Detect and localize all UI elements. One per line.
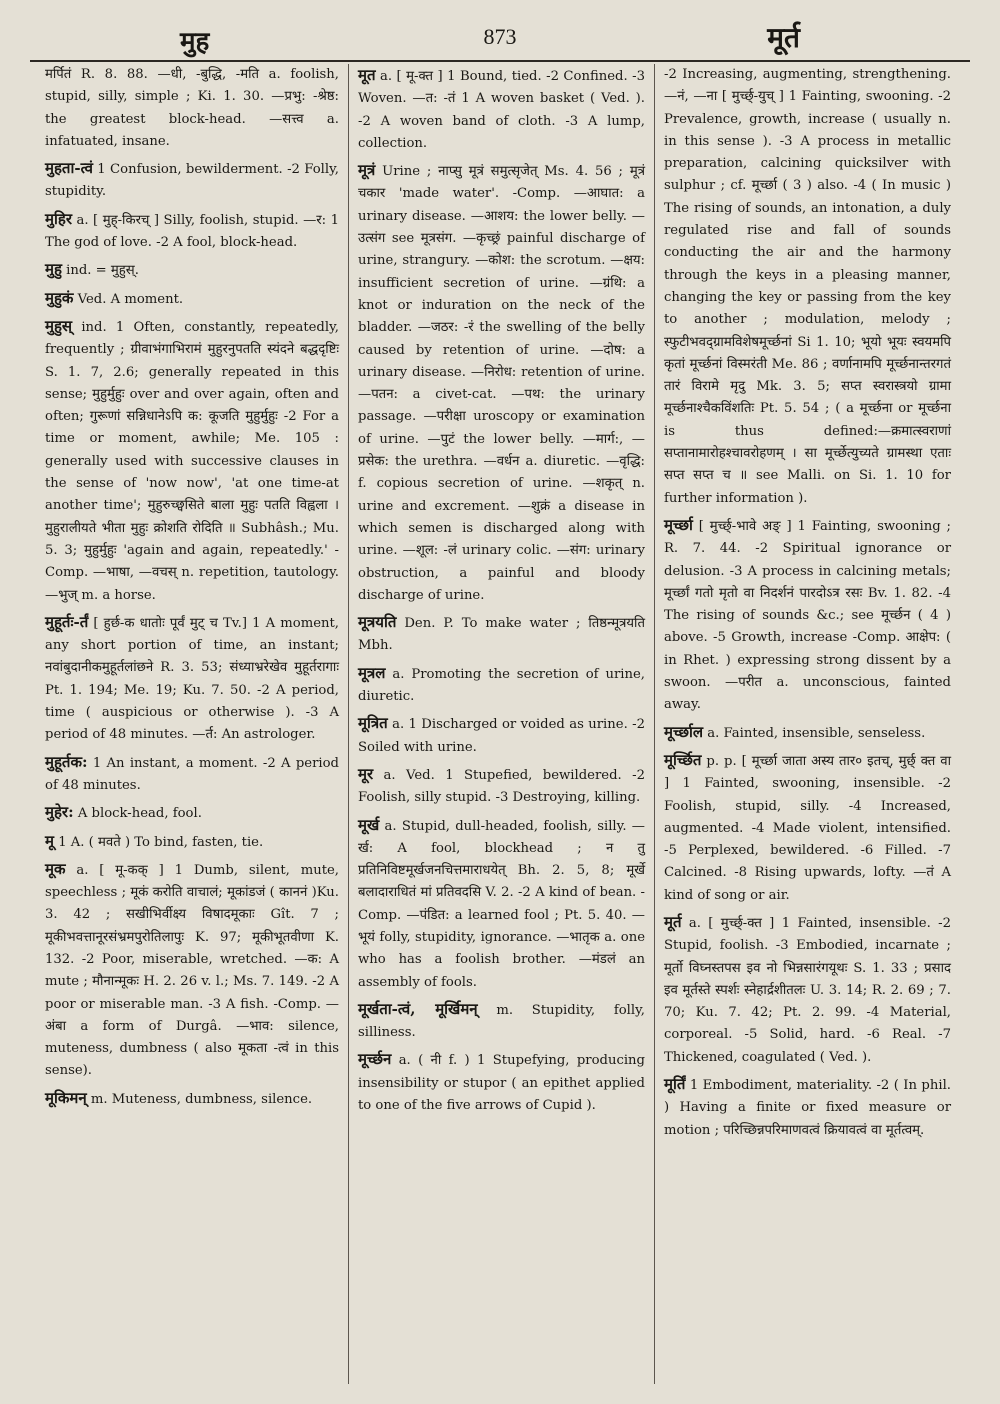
entry-headword: मूर्ख [358,815,380,834]
dictionary-entry [45,801,339,825]
entry-definition: a. ( नी f. ) 1 Stupefying, producing insensibility or stupor ( an epithet applied to one of the five arrows of Cupid ). [358,1053,645,1114]
entry-headword: मूर्च्छित [664,750,702,769]
entry-definition: a. [ मुह्-किरच् ] Silly, foolish, stupid. —र: 1 The god of love. -2 A fool, block-head. [45,212,339,251]
entry-headword: मूर्त [664,912,682,931]
dictionary-entry [664,749,951,907]
dictionary-entry [45,157,339,204]
entry-definition: m. Stupidity, folly, silliness. [358,1002,645,1041]
entry-headword: मुहु [45,260,62,279]
dictionary-entry [358,159,645,607]
dictionary-entry [45,1087,339,1111]
entry-definition: m. Muteness, dumbness, silence. [90,1091,313,1107]
entry-headword: मूर्च्छन [358,1050,392,1069]
entry-headword: मूत्रल [358,663,386,682]
entry-definition: ind. = मुहुस्. [66,263,139,279]
dictionary-entry [358,1048,645,1117]
entry-definition: a. Stupid, dull-headed, foolish, silly. —र्ख: A fool, blockhead ; न तु प्रतिनिविष्टमूर्खजनचित्तमाराधयेत् Bh. 2. 5, 8; मूर्खे बलादाराधितं मां प्रतिवदसि V. 2. -2 A kind of bean. -Comp. —पंडित: a learned fool ; Pt. 5. 40. —भूयं folly, stupidity, ignorance. —भातृक a. one who has a foolish brother. —मंडलं an assembly of fools. [358,818,645,990]
dictionary-entry [358,662,645,709]
entry-headword: मुहूर्तः-र्तं [45,612,89,631]
entry-headword: मूत्रित [358,714,388,733]
dictionary-entry [45,830,339,854]
entry-definition: -2 Increasing, augmenting, strengthening. —नं, —ना [ मुर्च्छ्-युच् ] 1 Fainting, swooning. -2 Prevalence, growth, increase ( usually n. in this sense ). -3 A process in metallic preparation, calcining quicksilver with sulphur ; cf. मूर्च्छा ( 3 ) also. -4 ( In music ) The rising of sounds, an intonation, a duly regulated rise and fall of sounds conducting the air and the harmony through the keys in a pleasing manner, changing the key or passing from the key to another ; modulation, melody ; स्फुटीभवद्ग्रामविशेषमूर्च्छनां Si 1. 10; भूयो भूयः स्वयमपि कृतां मूर्च्छनां विस्मरंती Me. 86 ; वर्णानामपि मूर्च्छनान्तरगतं तारं विरामे मृदु Mk. 3. 5; सप्त स्वरास्त्रयो ग्रामा मूर्च्छनाश्चैकविंशतिः Pt. 5. 54 ; ( a मूर्च्छना or मूर्च्छना is thus defined:—क्रमात्स्वराणां सप्तानामारोहश्चावरोहणम् । सा मूर्च्छेत्युच्यते ग्रामस्था एताः सप्त सप्त च ॥ see Malli. on Si. 1. 10 for further information ). [664,67,951,506]
dictionary-entry [45,751,339,798]
page-number: 873 [483,24,517,49]
dictionary-entry [45,315,339,607]
entry-headword: मुहुस् [45,316,73,335]
entry-definition: [ मुर्च्छ्-भावे अङ् ] 1 Fainting, swooning ; R. 7. 44. -2 Spiritual ignorance or delusion. -3 A process in calcining metals; मूर्च्छां गतो मृतो वा निदर्शनं पारदोऽत्र रसः Bv. 1. 82. -4 The rising of sounds &c.; see मूर्च्छन ( 4 ) above. -5 Growth, increase -Comp. आक्षेप: ( in Rhet. ) expressing strong dissent by a swoon. —परीत a. unconscious, fainted away. [664,518,951,713]
entry-definition: ind. 1 Often, constantly, repeatedly, frequently ; ग्रीवाभंगाभिरामं मुहुरनुपतति स्यंदने बद्धदृष्टिः S. 1. 7, 2.6; generally repeated in this sense; मुहुर्मुहुः over and over again, often and often; गुरूणां सन्निधानेऽपि क: कूजति मुहुर्मुहुः -2 For a time or moment, awhile; Me. 105 : generally used with successive clauses in the sense of 'now now', 'at one time-at another time'; मुहुरुच्छ्वसिते बाला मुहुः पतति विह्वला । मुहुरालीयते भीता मुहुः क्रोशति रोदिति ॥ Subhâsh.; Mu. 5. 3; मुहुर्मुहुः 'again and again, repeatedly.' -Comp. —भाषा, —वचस् n. repetition, tautology. —भुज् m. a horse. [45,319,339,603]
dictionary-entry [358,611,645,658]
entry-definition: 1 An instant, a moment. -2 A period of 48 minutes. [45,755,339,793]
entry-definition: a. [ मू-कक् ] 1 Dumb, silent, mute, speechless ; मूकं करोति वाचालं; मूकांडजं ( काननं )Ku. 3. 42 ; सखीभिर्वीक्ष्य विषादमूकाः Gît. 7 ; मूकीभवत्तानूरसंभ्रमपुरोतिलापुः K. 97; मूकीभूतवीणा K. 132. -2 Poor, miserable, wretched. —क: A mute ; मौनान्मूकः H. 2. 26 v. l.; Ms. 7. 149. -2 A poor or miserable man. -3 A fish. -Comp. —अंबा a form of Durgâ. —भाव: silence, muteness, dumbness ( also मूकता -त्वं in this sense). [45,862,339,1079]
column-2 [348,64,648,1384]
dictionary-entry [45,64,339,153]
dictionary-entry [664,721,951,745]
entry-definition: a. Promoting the secretion of urine, diuretic. [358,666,645,705]
column-1 [42,64,342,1384]
entry-headword: मुहेर: [45,803,74,822]
column-3 [654,64,954,1384]
dictionary-entry [358,64,645,155]
entry-definition: a. [ मू-क्त ] 1 Bound, tied. -2 Confined. -3 Woven. —त: -तं 1 A woven basket ( Ved. ). -2 A woven band of cloth. -3 A lump, collection. [358,69,645,151]
dictionary-entry [358,998,645,1045]
entry-headword: मूत्रं [358,161,376,180]
entry-headword: मुहता-त्वं [45,159,93,178]
entry-definition: p. p. [ मूर्च्छा जाता अस्य तार० इतच्, मुर्छ् क्त वा ] 1 Fainted, swooning, insensible. -2 Foolish, stupid, silly. -4 Increased, augmented. -4 Made violent, intensified. -5 Perplexed, bewildered. -6 Filled. -7 Calcined. -8 Rising upwards, lofty. —तं A kind of song or air. [664,753,951,903]
entry-definition: a. Ved. 1 Stupefied, bewildered. -2 Foolish, silly stupid. -3 Destroying, killing. [358,767,645,806]
page-header [30,14,970,62]
entry-definition: A block-head, fool. [77,806,202,822]
entry-headword: मूक [45,859,66,878]
text-columns [42,64,970,1384]
entry-headword: मूत्रयति [358,613,397,632]
entry-headword: मुहिर [45,209,72,228]
dictionary-entry [664,514,951,717]
entry-definition: Ved. A moment. [77,291,184,307]
dictionary-entry [358,763,645,810]
dictionary-entry [45,287,339,311]
entry-headword: मू [45,831,54,850]
entry-definition: 1 A. ( मवते ) To bind, fasten, tie. [58,834,264,850]
dictionary-entry [664,1073,951,1142]
dictionary-entry [664,64,951,510]
entry-definition: Urine ; नाप्सु मूत्रं समुत्सृजेत् Ms. 4. 56 ; मूत्रं चकार 'made water'. -Comp. —आघात: a urinary disease. —आशय: the lower belly. —उत्संग see मूत्रसंग. —कृच्छ्रं painful discharge of urine, strangury. —कोश: the scrotum. —क्षय: insufficient secretion of urine. —ग्रंथि: a knot or induration on the neck of the bladder. —जठर: -रं the swelling of the belly caused by retention of urine. —दोष: a urinary disease. —निरोध: retention of urine. —पतन: a civet-cat. —पथ: the urinary passage. —परीक्षा uroscopy or examination of urine. —पुटं the lower belly. —मार्ग:, —प्रसेक: the urethra. —वर्धन a. diuretic. —वृद्धि: f. copious secretion of urine. —शकृत् n. urine and excrement. —शुक्रं a disease in which semen is discharged along with urine. —शूल: -लं urinary colic. —संग: urinary obstruction, a painful and bloody discharge of urine. [358,164,645,603]
entry-definition: 1 Embodiment, materiality. -2 ( In phil. ) Having a finite or fixed measure or motion ; परिच्छिन्नपरिमाणवत्वं क्रियावत्वं वा मूर्तत्वम्. [664,1078,951,1138]
entry-headword: मूत [358,66,376,84]
entry-headword: मूकिमन् [45,1088,87,1107]
entry-headword: मूर्च्छा [664,515,693,534]
entry-headword: मुहूर्तक: [45,752,88,771]
entry-headword: मुहुकं [45,288,74,307]
left-running-headword: मुह [180,27,210,57]
entry-headword: मूर्खता-त्वं, मूर्खिमन् [358,999,478,1018]
dictionary-entry [45,208,339,255]
dictionary-entry [664,911,951,1069]
entry-definition: मर्पितं R. 8. 88. —धी, -बुद्धि, -मति a. foolish, stupid, silly, simple ; Ki. 1. 30. —प्रभु: -श्रेष्ठ: the greatest block-head. —सत्त्व a. infatuated, insane. [45,67,339,149]
entry-definition: a. [ मुर्च्छ्-क्त ] 1 Fainted, insensible. -2 Stupid, foolish. -3 Embodied, incarnate ; मूर्तो विघ्नस्तपस इव नो भिन्नसारंगयूथः S. 1. 33 ; प्रसाद इव मूर्तस्ते स्पर्शः स्नेहार्द्रशीतलः U. 3. 14; R. 2. 69 ; 7. 70; Ku. 7. 42; Pt. 2. 99. -4 Material, corporeal. -5 Solid, hard. -6 Real. -7 Thickened, coagulated ( Ved. ). [664,915,951,1065]
entry-definition: Den. P. To make water ; तिष्ठन्मूत्रयति Mbh. [358,616,645,654]
dictionary-entry [45,611,339,747]
dictionary-entry [358,712,645,759]
entry-definition: 1 Confusion, bewilderment. -2 Folly, stupidity. [45,162,339,200]
entry-headword: मूर [358,764,374,783]
dictionary-entry [45,258,339,282]
entry-headword: मूर्च्छाल [664,722,704,741]
entry-headword: मूर्तिं [664,1075,686,1094]
entry-definition: a. Fainted, insensible, senseless. [707,725,926,741]
right-running-headword: मूर्त [767,21,800,54]
entry-definition: a. 1 Discharged or voided as urine. -2 Soiled with urine. [358,717,645,755]
dictionary-entry [358,814,645,994]
dictionary-entry [45,858,339,1083]
entry-definition: [ हुर्छ-क धातोः पूर्वं मुट् च Tv.] 1 A moment, any short portion of time, an instant; नवांबुदानीकमुहूर्तलांछने R. 3. 53; संध्याभ्ररेखेव मुहूर्तरागाः Pt. 1. 194; Me. 19; Ku. 7. 50. -2 A period, time ( auspicious or otherwise ). -3 A period of 48 minutes. —र्त: An astrologer. [45,615,339,743]
